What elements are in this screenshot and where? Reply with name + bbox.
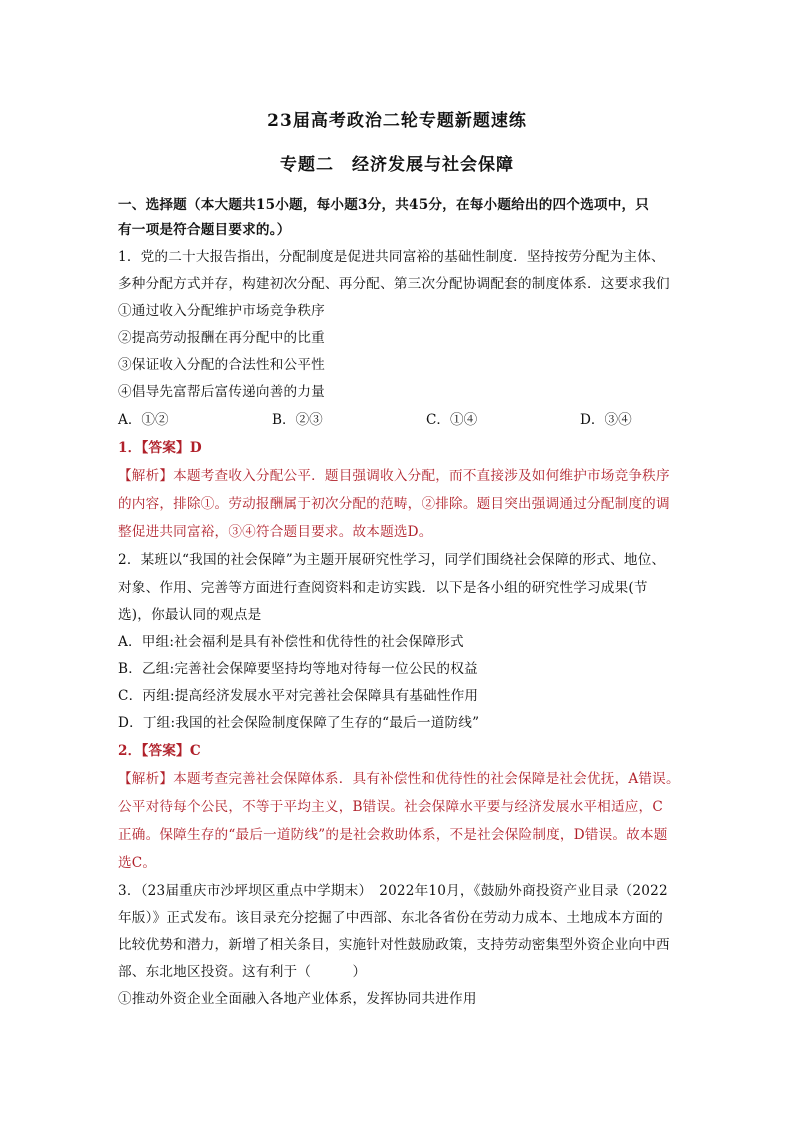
q2-stem-line3: 选)，你最认同的观点是 — [118, 607, 262, 623]
q1-option-b: B．②③ — [272, 412, 323, 428]
q3-stem-line1: 3．（23届重庆市沙坪坝区重点中学期末） 2022年10月，《鼓励外商投资产业目录（2022 — [118, 883, 668, 899]
q1-statement-3: ③保证收入分配的合法性和公平性 — [118, 357, 325, 373]
q3-statement-1: ①推动外资企业全面融入各地产业体系，发挥协同共进作用 — [118, 991, 477, 1007]
q2-stem-line2: 对象、作用、完善等方面进行查阅资料和走访实践．以下是各小组的研究性学习成果(节 — [118, 580, 648, 596]
q3-stem-line3: 比较优势和潜力，新增了相关条目，实施针对性鼓励政策，支持劳动密集型外资企业向中西 — [118, 937, 670, 953]
q2-explanation-line3: 正确。保障生存的“最后一道防线”的是社会救助体系，不是社会保险制度，D错误。故本题 — [118, 827, 668, 843]
q1-statement-2: ②提高劳动报酬在再分配中的比重 — [118, 330, 325, 346]
q1-explanation-line1: 【解析】本题考查收入分配公平．题目强调收入分配，而不直接涉及如何维护市场竞争秩序 — [118, 468, 670, 484]
q1-explanation-line3: 整促进共同富裕，③④符合题目要求。故本题选D。 — [118, 524, 433, 540]
q1-statement-1: ①通过收入分配维护市场竞争秩序 — [118, 303, 325, 319]
q2-explanation-line2: 公平对待每个公民，不等于平均主义，B错误。社会保障水平要与经济发展水平相适应，C — [118, 799, 663, 815]
q3-stem-line2: 年版）》正式发布。该目录充分挖掘了中西部、东北各省份在劳动力成本、土地成本方面的 — [118, 910, 663, 926]
q2-explanation-line4: 选C。 — [118, 855, 157, 871]
q3-stem-line4: 部、东北地区投资。这有利于（ ） — [118, 964, 367, 980]
q1-option-d: D．③④ — [580, 412, 632, 428]
q2-option-c: C．丙组:提高经济发展水平对完善社会保障具有基础性作用 — [118, 688, 479, 704]
q1-option-a: A．①② — [118, 412, 169, 428]
section-heading-line2: 有一项是符合题目要求的。） — [118, 222, 291, 238]
q1-option-c: C．①④ — [426, 412, 478, 428]
q2-stem-line1: 2．某班以“我国的社会保障”为主题开展研究性学习，同学们围绕社会保障的形式、地位、 — [118, 552, 666, 568]
q2-option-a: A．甲组:社会福利是具有补偿性和优待性的社会保障形式 — [118, 634, 464, 650]
q2-option-b: B．乙组:完善社会保障要坚持均等地对待每一位公民的权益 — [118, 661, 478, 677]
q2-answer: 2．【答案】C — [118, 743, 201, 759]
q2-option-d: D．丁组:我国的社会保险制度保障了生存的“最后一道防线” — [118, 715, 480, 731]
q1-explanation-line2: 的内容，排除①。劳动报酬属于初次分配的范畴，②排除。题目突出强调通过分配制度的调 — [118, 496, 670, 512]
document-subtitle: 专题二 经济发展与社会保障 — [280, 155, 514, 175]
q1-stem-line1: 1．党的二十大报告指出，分配制度是促进共同富裕的基础性制度．坚持按劳分配为主体、 — [118, 249, 665, 265]
q1-answer: 1．【答案】D — [118, 440, 202, 456]
section-heading-line1: 一、选择题（本大题共15小题，每小题3分，共45分，在每小题给出的四个选项中，只 — [118, 197, 650, 213]
q1-statement-4: ④倡导先富帮后富传递向善的力量 — [118, 384, 325, 400]
q1-stem-line2: 多种分配方式并存，构建初次分配、再分配、第三次分配协调配套的制度体系．这要求我们 — [118, 276, 670, 292]
document-title: 23届高考政治二轮专题新题速练 — [267, 111, 527, 131]
q2-explanation-line1: 【解析】本题考查完善社会保障体系．具有补偿性和优待性的社会保障是社会优抚，A错误。 — [118, 771, 680, 787]
